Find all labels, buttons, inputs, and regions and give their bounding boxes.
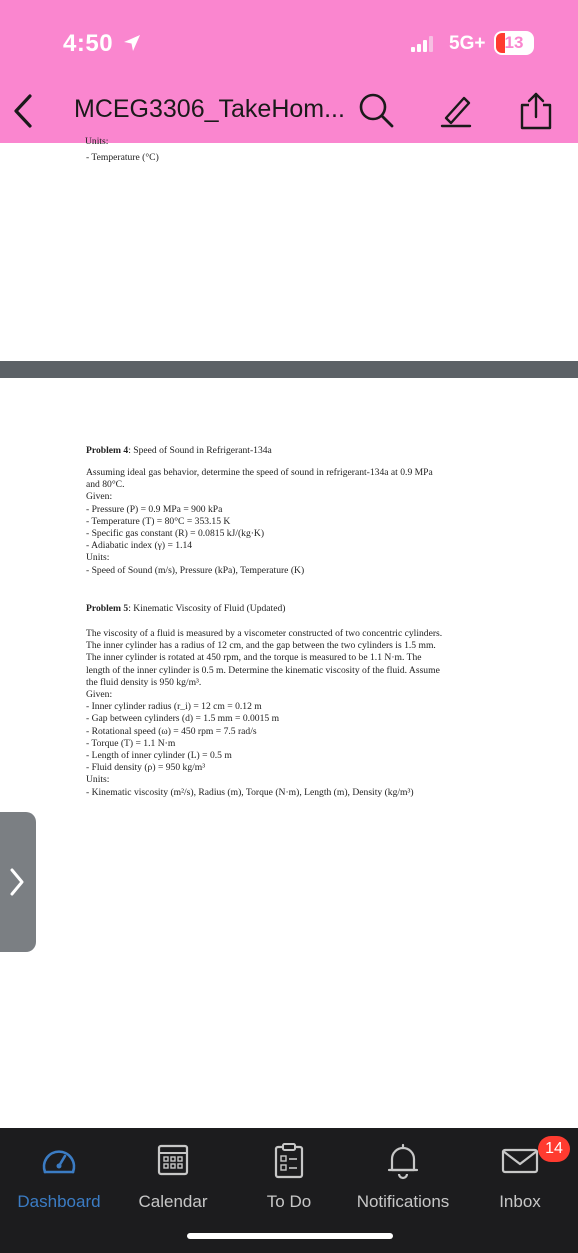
problem-4-body: Assuming ideal gas behavior, determine the speed of sound in refrigerant-134a at 0.9 MPa and 80°C. Given: - Pressure (P) = 0.9 MPa = 900 kPa - Temperature (T) = 80°C = 353.15 K - Specific gas constant (R) = 0.0815 kJ/(kg·K) - Adiabatic index (γ) = 1.14 Units: - Speed of Sound (m/s), Pressure (kPa), Temperature (K) xyxy=(86,467,433,576)
bell-icon xyxy=(386,1142,420,1180)
tab-dashboard-label: Dashboard xyxy=(17,1192,101,1211)
problem-4-heading: Problem 4: Speed of Sound in Refrigerant-134a xyxy=(86,445,272,456)
inbox-icon xyxy=(501,1142,539,1176)
share-icon[interactable] xyxy=(516,90,556,130)
tab-todo[interactable] xyxy=(244,1140,334,1215)
location-arrow-icon xyxy=(122,33,142,53)
battery-indicator xyxy=(494,31,534,55)
annotate-icon[interactable] xyxy=(436,90,476,130)
home-indicator[interactable] xyxy=(187,1233,393,1239)
dashboard-icon xyxy=(39,1142,79,1178)
tab-notifications[interactable] xyxy=(344,1140,462,1215)
problem-5-heading: Problem 5: Kinematic Viscosity of Fluid (Updated) xyxy=(86,603,286,614)
sidebar-toggle-handle[interactable] xyxy=(0,812,36,952)
document-title: MCEG3306_TakeHom... xyxy=(74,95,345,123)
status-time: 4:50 xyxy=(63,30,114,57)
tab-todo-label: To Do xyxy=(266,1192,312,1211)
todo-icon xyxy=(273,1142,305,1180)
calendar-icon xyxy=(157,1142,189,1178)
app-header xyxy=(0,0,578,143)
tab-calendar-label: Calendar xyxy=(138,1192,208,1211)
problem-4 xyxy=(86,445,272,457)
back-icon[interactable] xyxy=(8,92,38,130)
tab-inbox-label: Inbox xyxy=(499,1192,541,1211)
document-viewer[interactable] xyxy=(0,136,578,1128)
search-icon[interactable] xyxy=(356,90,396,130)
inbox-badge: 14 xyxy=(538,1136,570,1162)
problem-5-body: The viscosity of a fluid is measured by a viscometer constructed of two concentric cylinders. The inner cylinder has a radius of 12 cm, and the gap between the two cylinders is 1.5 mm. The inner cylinder is rotated at 450 rpm, and the torque is measured to be 1.1 N·m. The length of the inner cylinder is 0.5 m. Determine the kinematic viscosity of the fluid. Assume the fluid density is 950 kg/m³. Given: - Inner cylinder radius (r_i) = 12 cm = 0.12 m - Gap between cylinders (d) = 1.5 mm = 0.0015 m - Rotational speed (ω) = 450 rpm = 7.5 rad/s - Torque (T) = 1.1 N·m - Length of inner cylinder (L) = 0.5 m - Fluid density (ρ) = 950 kg/m³ Units: - Kinematic viscosity (m²/s), Radius (m), Torque (N·m), Length (m), Density (kg/m³) xyxy=(86,628,443,798)
cut-off-text: Units: xyxy=(85,136,109,147)
tab-dashboard[interactable] xyxy=(6,1140,112,1215)
page-separator xyxy=(0,361,578,378)
tab-calendar[interactable] xyxy=(124,1140,222,1215)
battery-percent: 13 xyxy=(504,33,524,52)
problem-5 xyxy=(86,603,285,615)
tab-notifications-label: Notifications xyxy=(356,1192,450,1211)
signal-icon xyxy=(411,36,437,52)
network-type: 5G+ xyxy=(449,33,486,54)
temperature-unit-line: - Temperature (°C) xyxy=(86,152,159,163)
chevron-right-icon xyxy=(8,867,26,897)
